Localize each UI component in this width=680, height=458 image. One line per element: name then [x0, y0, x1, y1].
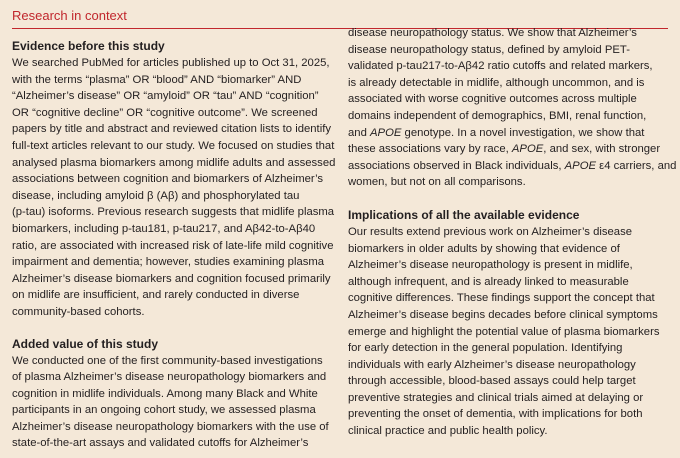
panel-title: Research in context: [12, 7, 668, 29]
text-line: (p-tau) isoforms. Previous research suggests that midlife plasma: [12, 206, 335, 219]
implications-paragraph: [348, 224, 668, 440]
text-line: cognition in midlife individuals. Among many Black and White: [12, 387, 318, 400]
text-line: clinical practice and public health policy.: [348, 425, 548, 438]
text-line: of plasma Alzheimer’s disease neuropathology biomarkers and: [12, 371, 327, 384]
text-line: papers by title and abstract and reviewed citation lists to identify: [12, 123, 331, 136]
text-line: We searched PubMed for articles published up to Oct 31, 2025,: [12, 57, 330, 69]
text-line: preventing the onset of dementia, with implications for both: [348, 408, 643, 421]
text-line: emerge and highlight the potential value of plasma biomarkers: [348, 325, 660, 338]
text-line: Alzheimer’s disease begins decades before clinical symptoms: [348, 308, 658, 321]
text-line: disease neuropathology status. We show that Alzheimer’s: [348, 27, 637, 39]
text-line: Alzheimer’s disease neuropathology biomarkers with the use of: [12, 420, 329, 433]
text-line: analysed plasma biomarkers among midlife adults and assessed: [12, 156, 336, 169]
text-line: biomarkers, including p-tau181, p-tau217, and Aβ42-to-Aβ40: [12, 222, 316, 235]
text-line: individuals with early Alzheimer’s disease neuropathology: [348, 358, 636, 371]
text-line: full-text articles relevant to our study. We focused on studies that: [12, 139, 335, 152]
left-column: [12, 38, 336, 452]
text-line: cognitive differences. These findings support the concept that: [348, 292, 655, 305]
text-line: biomarkers in older adults by showing that evidence of: [348, 242, 620, 255]
two-column-body: [12, 27, 677, 452]
text-line: participants in an ongoing cohort study, we assessed plasma: [12, 404, 316, 417]
text-line: We conducted one of the first community-based investigations: [12, 354, 323, 367]
text-line: “Alzheimer’s disease” OR “amyloid” OR “tau” AND “cognition”: [12, 90, 319, 103]
added-value-paragraph-part1: [12, 353, 332, 453]
added-value-heading: Added value of this study: [12, 336, 159, 351]
text-line: through accessible, blood-based assays could help target: [348, 375, 636, 388]
text-line: validated p-tau217-to-Aβ42 ratio cutoffs and related markers,: [348, 60, 653, 73]
text-line: domains independent of demographics, BMI, renal function,: [348, 109, 647, 122]
implications-heading: Implications of all the available evidence: [348, 207, 580, 222]
text-line: women, but not on all comparisons.: [348, 176, 526, 189]
text-line: Alzheimer’s disease biomarkers and cognition focused primarily: [12, 272, 331, 285]
text-line: disease neuropathology status, defined by amyloid PET-: [348, 43, 630, 56]
text-line: impairment and dementia; however, studies examining plasma: [12, 256, 325, 269]
added-value-paragraph-part2: [348, 25, 677, 191]
text-line: preventive strategies and clinical trials aimed at delaying or: [348, 391, 644, 404]
text-line: and APOE genotype. In a novel investigation, we show that: [348, 126, 645, 139]
text-line: with the terms “plasma” OR “blood” AND “biomarker” AND: [12, 73, 302, 86]
evidence-heading: Evidence before this study: [12, 39, 165, 53]
text-line: ratio, are associated with increased risk of late-life mild cognitive: [12, 239, 334, 252]
right-column: [348, 25, 677, 452]
text-line: these associations vary by race, APOE, and sex, with stronger: [348, 143, 661, 156]
evidence-paragraph: [12, 55, 336, 321]
text-line: on midlife are insufficient, and rarely conducted in diverse: [12, 289, 300, 302]
text-line: disease, including amyloid β (Aβ) and phosphorylated tau: [12, 189, 300, 202]
text-line: although infrequent, and is already linked to measurable: [348, 275, 629, 288]
text-line: Alzheimer’s disease neuropathology is present in midlife,: [348, 259, 633, 272]
text-line: community-based cohorts.: [12, 305, 145, 318]
text-line: associations observed in Black individuals, APOE ε4 carriers, and: [348, 159, 677, 172]
text-line: OR “cognitive decline” OR “cognitive outcome”. We screened: [12, 106, 318, 119]
text-line: associations between cognition and biomarkers of Alzheimer’s: [12, 173, 324, 186]
text-line: associated with worse cognitive outcomes across multiple: [348, 93, 637, 106]
text-line: state-of-the-art assays and validated cutoffs for Alzheimer’s: [12, 437, 309, 450]
text-line: for early detection in the general population. Identifying: [348, 342, 623, 355]
text-line: is already detectable in midlife, although uncommon, and is: [348, 76, 645, 89]
text-line: Our results extend previous work on Alzheimer’s disease: [348, 225, 633, 238]
